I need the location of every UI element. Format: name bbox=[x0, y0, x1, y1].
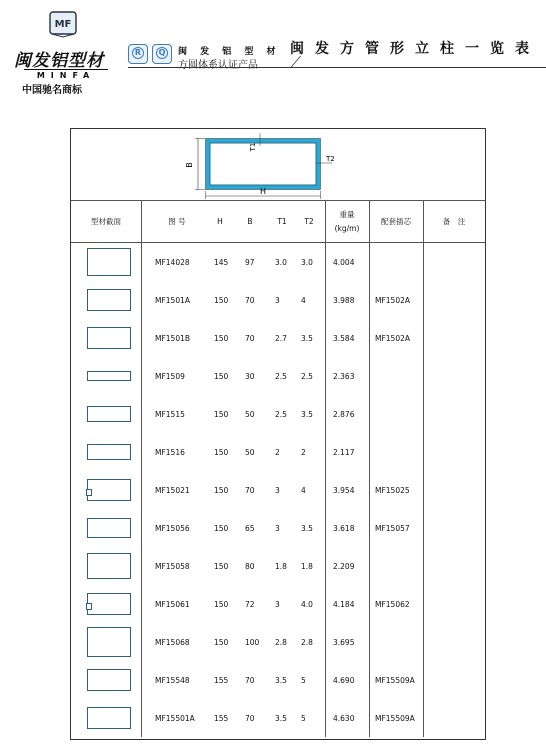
cell-insert bbox=[375, 243, 423, 281]
table-row bbox=[71, 395, 485, 433]
cell-remarks bbox=[427, 509, 483, 547]
table-row bbox=[71, 509, 485, 547]
col-b: B bbox=[247, 217, 253, 226]
cell-insert bbox=[375, 357, 423, 395]
table-row bbox=[71, 243, 485, 281]
cell-h: 155 bbox=[214, 675, 229, 685]
page-title: 闽发方管形立柱一览表 bbox=[290, 41, 540, 57]
label-t1: T1 bbox=[249, 142, 257, 152]
cross-section-icon bbox=[87, 593, 131, 615]
cell-code: MF15061 bbox=[155, 599, 190, 609]
col-t2: T2 bbox=[304, 217, 314, 226]
cell-t1: 2 bbox=[275, 447, 280, 457]
cell-t2: 3.5 bbox=[301, 409, 313, 419]
cell-weight: 3.954 bbox=[333, 485, 355, 495]
cell-weight: 4.630 bbox=[333, 713, 355, 723]
cell-insert bbox=[375, 547, 423, 585]
cell-b: 50 bbox=[245, 409, 255, 419]
cell-t1: 1.8 bbox=[275, 561, 287, 571]
header-divider bbox=[128, 67, 546, 68]
cell-t2: 3.5 bbox=[301, 523, 313, 533]
cell-code: MF1501A bbox=[155, 295, 191, 305]
cell-t2: 2 bbox=[301, 447, 306, 457]
cross-section-icon bbox=[87, 289, 131, 311]
table-row bbox=[71, 281, 485, 319]
cell-code: MF15548 bbox=[155, 675, 190, 685]
cell-h: 150 bbox=[214, 485, 229, 495]
cell-insert bbox=[375, 395, 423, 433]
cell-h: 145 bbox=[214, 257, 229, 267]
cell-b: 72 bbox=[245, 599, 255, 609]
cell-code: MF1516 bbox=[155, 447, 185, 457]
cross-section-icon bbox=[87, 371, 131, 381]
cell-code: MF15056 bbox=[155, 523, 190, 533]
cross-section-icon bbox=[87, 627, 131, 657]
cell-h: 150 bbox=[214, 409, 229, 419]
cell-h: 150 bbox=[214, 523, 229, 533]
cell-t2: 2.8 bbox=[301, 637, 313, 647]
cell-t2: 4 bbox=[301, 295, 306, 305]
col-t1: T1 bbox=[277, 217, 287, 226]
cell-remarks bbox=[427, 243, 483, 281]
label-b: B bbox=[185, 162, 194, 168]
cell-t2: 4.0 bbox=[301, 599, 313, 609]
cell-weight: 2.209 bbox=[333, 561, 355, 571]
cell-b: 80 bbox=[245, 561, 255, 571]
company-logo bbox=[8, 10, 118, 96]
cell-remarks bbox=[427, 357, 483, 395]
cross-section-icon bbox=[87, 518, 131, 538]
cell-t2: 2.5 bbox=[301, 371, 313, 381]
cert-r-badge-icon bbox=[128, 44, 148, 64]
cross-section-icon bbox=[87, 444, 131, 460]
col-code: 图 号 bbox=[168, 217, 186, 226]
cell-insert: MF1502A bbox=[375, 333, 411, 343]
cell-remarks bbox=[427, 471, 483, 509]
brand-tagline: 中国驰名商标 bbox=[22, 85, 82, 96]
cell-code: MF1515 bbox=[155, 409, 185, 419]
cell-weight: 4.004 bbox=[333, 257, 355, 267]
logo-letters: MF bbox=[54, 19, 72, 30]
cross-section-icon bbox=[87, 406, 131, 422]
cell-code: MF15058 bbox=[155, 561, 190, 571]
cell-t1: 3.5 bbox=[275, 675, 287, 685]
cell-t1: 2.5 bbox=[275, 409, 287, 419]
cell-insert bbox=[375, 433, 423, 471]
table-row bbox=[71, 319, 485, 357]
cell-h: 150 bbox=[214, 447, 229, 457]
cell-b: 97 bbox=[245, 257, 255, 267]
cell-weight: 2.363 bbox=[333, 371, 355, 381]
table-row bbox=[71, 623, 485, 661]
profile-table bbox=[70, 128, 486, 740]
cell-t2: 1.8 bbox=[301, 561, 313, 571]
cell-h: 150 bbox=[214, 599, 229, 609]
cell-t2: 5 bbox=[301, 675, 306, 685]
dimension-diagram bbox=[186, 133, 361, 199]
tube-outline bbox=[208, 141, 318, 187]
cell-insert: MF15062 bbox=[375, 599, 410, 609]
cell-h: 150 bbox=[214, 295, 229, 305]
cell-b: 70 bbox=[245, 333, 255, 343]
cell-t1: 3 bbox=[275, 523, 280, 533]
cross-section-icon bbox=[87, 248, 131, 276]
label-t2: T2 bbox=[326, 155, 335, 163]
cell-t1: 3 bbox=[275, 295, 280, 305]
cert-company: 闽 发 铝 型 材 bbox=[178, 47, 281, 57]
cell-code: MF15501A bbox=[155, 713, 195, 723]
cell-weight: 4.690 bbox=[333, 675, 355, 685]
cell-t1: 3.0 bbox=[275, 257, 287, 267]
cell-b: 30 bbox=[245, 371, 255, 381]
cell-b: 65 bbox=[245, 523, 255, 533]
cell-t1: 2.8 bbox=[275, 637, 287, 647]
dimension-diagram-cell bbox=[71, 129, 485, 201]
table-row bbox=[71, 661, 485, 699]
cell-remarks bbox=[427, 661, 483, 699]
cell-insert: MF15509A bbox=[375, 675, 415, 685]
cell-weight: 4.184 bbox=[333, 599, 355, 609]
table-row bbox=[71, 357, 485, 395]
cell-h: 150 bbox=[214, 371, 229, 381]
logo-chinese-name: 闽发铝型材 bbox=[14, 51, 104, 71]
cell-t1: 3.5 bbox=[275, 713, 287, 723]
cross-section-icon bbox=[87, 479, 131, 501]
table-header bbox=[71, 201, 485, 243]
col-weight-label: 重量 bbox=[339, 210, 355, 219]
table-row bbox=[71, 471, 485, 509]
logo-english-name: MINFA bbox=[24, 69, 108, 80]
col-section: 型材截面 bbox=[91, 217, 121, 226]
cell-b: 70 bbox=[245, 713, 255, 723]
col-remarks: 备 注 bbox=[442, 217, 466, 226]
cross-section-icon bbox=[87, 669, 131, 691]
cell-weight: 3.618 bbox=[333, 523, 355, 533]
table-row bbox=[71, 699, 485, 737]
cert-description: 方圆体系认证产品 bbox=[178, 60, 258, 71]
cell-b: 100 bbox=[245, 637, 260, 647]
cell-remarks bbox=[427, 395, 483, 433]
logo-emblem-icon bbox=[48, 10, 78, 38]
col-h: H bbox=[217, 217, 223, 226]
cell-t2: 5 bbox=[301, 713, 306, 723]
cell-weight: 3.988 bbox=[333, 295, 355, 305]
cell-remarks bbox=[427, 699, 483, 737]
cell-weight: 2.117 bbox=[333, 447, 355, 457]
cert-q-letter: Q bbox=[156, 47, 168, 59]
cell-h: 150 bbox=[214, 637, 229, 647]
table-row bbox=[71, 547, 485, 585]
cell-h: 150 bbox=[214, 333, 229, 343]
cell-remarks bbox=[427, 623, 483, 661]
cell-code: MF1501B bbox=[155, 333, 191, 343]
cell-h: 150 bbox=[214, 561, 229, 571]
cell-weight: 3.695 bbox=[333, 637, 355, 647]
col-weight-unit: (kg/m) bbox=[334, 224, 360, 233]
cell-code: MF14028 bbox=[155, 257, 190, 267]
cell-b: 50 bbox=[245, 447, 255, 457]
cell-remarks bbox=[427, 281, 483, 319]
cell-weight: 2.876 bbox=[333, 409, 355, 419]
label-h: H bbox=[259, 187, 267, 196]
cross-section-icon bbox=[87, 327, 131, 349]
cell-b: 70 bbox=[245, 675, 255, 685]
cell-code: MF15068 bbox=[155, 637, 190, 647]
cell-insert: MF15509A bbox=[375, 713, 415, 723]
cell-insert: MF15057 bbox=[375, 523, 410, 533]
cell-h: 155 bbox=[214, 713, 229, 723]
cell-t2: 3.0 bbox=[301, 257, 313, 267]
cell-t2: 4 bbox=[301, 485, 306, 495]
cell-t1: 3 bbox=[275, 485, 280, 495]
cell-insert: MF15025 bbox=[375, 485, 410, 495]
col-insert: 配套插芯 bbox=[381, 217, 411, 226]
cell-t1: 3 bbox=[275, 599, 280, 609]
col-weight bbox=[327, 201, 367, 243]
cell-code: MF1509 bbox=[155, 371, 185, 381]
cell-insert: MF1502A bbox=[375, 295, 411, 305]
cell-insert bbox=[375, 623, 423, 661]
cell-remarks bbox=[427, 585, 483, 623]
cross-section-icon bbox=[87, 553, 131, 579]
cell-b: 70 bbox=[245, 485, 255, 495]
cell-remarks bbox=[427, 319, 483, 357]
cell-remarks bbox=[427, 433, 483, 471]
cert-r-letter: R bbox=[132, 47, 144, 59]
cert-q-badge-icon bbox=[152, 44, 172, 64]
cell-t1: 2.7 bbox=[275, 333, 287, 343]
cell-t1: 2.5 bbox=[275, 371, 287, 381]
cross-section-icon bbox=[87, 707, 131, 729]
cell-t2: 3.5 bbox=[301, 333, 313, 343]
table-row bbox=[71, 433, 485, 471]
cell-code: MF15021 bbox=[155, 485, 190, 495]
cell-b: 70 bbox=[245, 295, 255, 305]
cell-remarks bbox=[427, 547, 483, 585]
table-row bbox=[71, 585, 485, 623]
cell-weight: 3.584 bbox=[333, 333, 355, 343]
